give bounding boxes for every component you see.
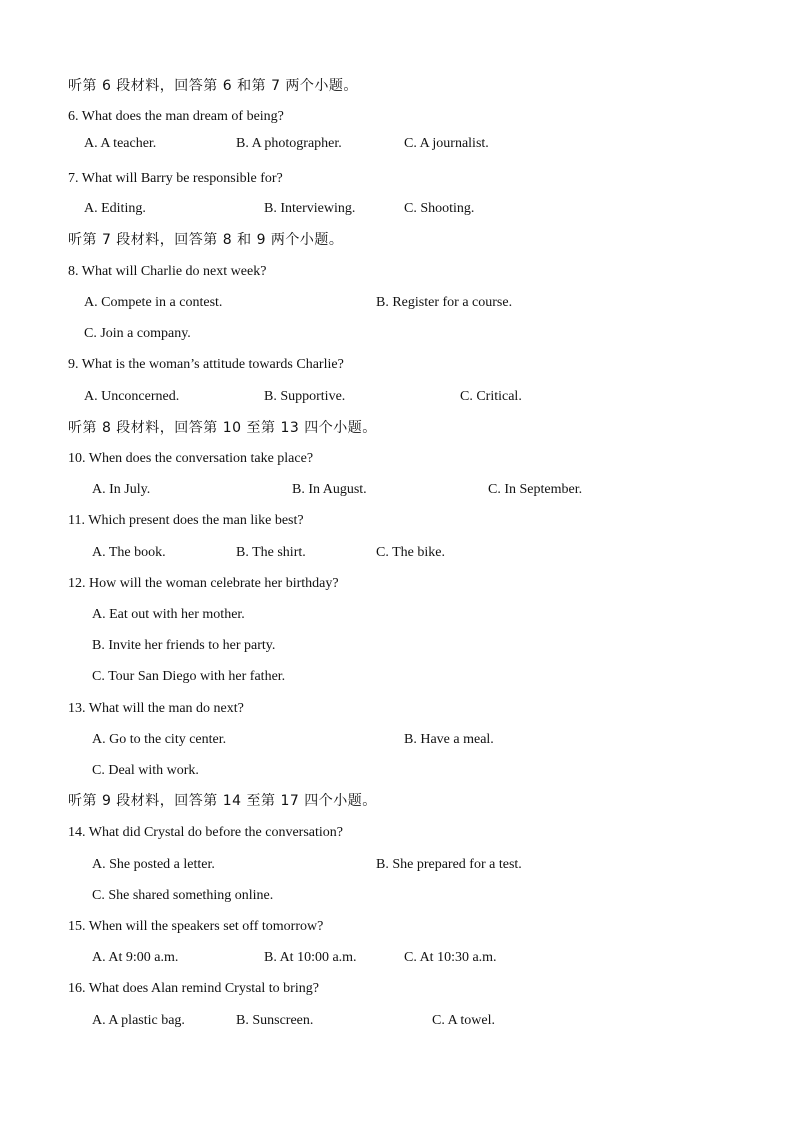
question-11-option-a: A. The book. xyxy=(92,545,166,560)
section-header-9: 听第 9 段材料，回答第 14 至第 17 四个小题。 xyxy=(68,793,377,809)
question-14-option-b: B. She prepared for a test. xyxy=(376,857,522,872)
question-7-option-a: A. Editing. xyxy=(84,201,146,216)
question-16-option-b: B. Sunscreen. xyxy=(236,1013,314,1028)
question-9-option-a: A. Unconcerned. xyxy=(84,389,180,404)
question-14-option-a: A. She posted a letter. xyxy=(92,857,215,872)
question-9-option-b: B. Supportive. xyxy=(264,389,346,404)
question-14-stem: 14. What did Crystal do before the conversation? xyxy=(68,825,343,840)
question-15-option-b: B. At 10:00 a.m. xyxy=(264,950,357,965)
question-15-stem: 15. When will the speakers set off tomorrow? xyxy=(68,919,324,934)
question-12-option-c: C. Tour San Diego with her father. xyxy=(92,669,286,684)
question-8-stem: 8. What will Charlie do next week? xyxy=(68,264,267,279)
question-12-stem: 12. How will the woman celebrate her birthday? xyxy=(68,576,339,591)
section-header-8: 听第 8 段材料，回答第 10 至第 13 四个小题。 xyxy=(68,420,377,436)
question-12-option-a: A. Eat out with her mother. xyxy=(92,607,245,622)
section-header-6: 听第 6 段材料，回答第 6 和第 7 两个小题。 xyxy=(68,78,358,94)
question-8-option-b: B. Register for a course. xyxy=(376,295,513,310)
question-8-option-a: A. Compete in a contest. xyxy=(84,295,223,310)
question-16-stem: 16. What does Alan remind Crystal to bring? xyxy=(68,981,319,996)
question-9-option-c: C. Critical. xyxy=(460,389,522,404)
question-9-stem: 9. What is the woman’s attitude towards Charlie? xyxy=(68,357,344,372)
question-7-option-b: B. Interviewing. xyxy=(264,201,356,216)
question-13-option-c: C. Deal with work. xyxy=(92,763,199,778)
question-6-option-c: C. A journalist. xyxy=(404,136,489,151)
section-header-7: 听第 7 段材料，回答第 8 和 9 两个小题。 xyxy=(68,232,344,248)
question-7-option-c: C. Shooting. xyxy=(404,201,475,216)
question-10-option-c: C. In September. xyxy=(488,482,583,497)
question-12-option-b: B. Invite her friends to her party. xyxy=(92,638,276,653)
question-11-option-c: C. The bike. xyxy=(376,545,445,560)
question-13-option-b: B. Have a meal. xyxy=(404,732,494,747)
question-10-option-a: A. In July. xyxy=(92,482,151,497)
question-6-option-a: A. A teacher. xyxy=(84,136,157,151)
question-15-option-c: C. At 10:30 a.m. xyxy=(404,950,497,965)
question-10-stem: 10. When does the conversation take place? xyxy=(68,451,314,466)
question-16-option-c: C. A towel. xyxy=(432,1013,496,1028)
question-6-stem: 6. What does the man dream of being? xyxy=(68,109,284,124)
question-16-option-a: A. A plastic bag. xyxy=(92,1013,185,1028)
question-8-option-c: C. Join a company. xyxy=(84,326,191,341)
question-7-stem: 7. What will Barry be responsible for? xyxy=(68,171,283,186)
question-11-stem: 11. Which present does the man like best? xyxy=(68,513,304,528)
question-11-option-b: B. The shirt. xyxy=(236,545,306,560)
question-6-option-b: B. A photographer. xyxy=(236,136,342,151)
question-15-option-a: A. At 9:00 a.m. xyxy=(92,950,179,965)
question-13-option-a: A. Go to the city center. xyxy=(92,732,227,747)
question-13-stem: 13. What will the man do next? xyxy=(68,701,244,716)
question-10-option-b: B. In August. xyxy=(292,482,367,497)
question-14-option-c: C. She shared something online. xyxy=(92,888,274,903)
